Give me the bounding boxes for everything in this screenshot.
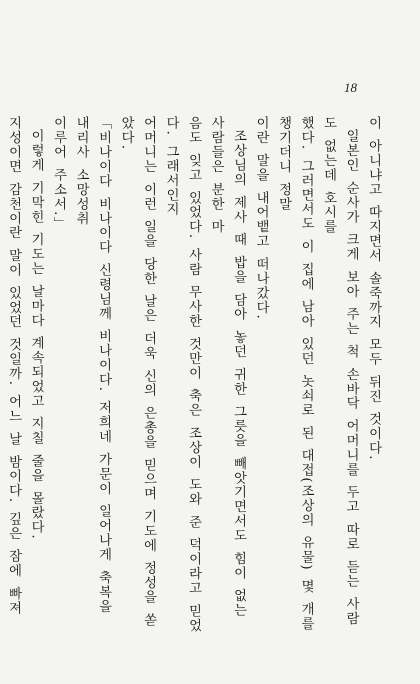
text-line: 조상님의 제사 때 밥을 담아 놓던 귀한 그릇을 빼앗기면서도 힘이 없는 사람들은 분한 마: [208, 116, 246, 618]
text-line: 지성이면 감천이란 말이 있었던 것일까. 어느 날 밤이다. 깊은 잠에 빠져: [6, 116, 21, 616]
text-line: 일본인 순사가 크게 보아 주는 척 손바닥 어머니를 두고 따로 듣는 사람도 없는데 호시를: [321, 116, 359, 627]
body-text: [6, 116, 384, 636]
page-number: 18: [344, 80, 357, 95]
text-line: 「비나이다 비나이다 신령님께 비나이다. 저희네 가문이 일어나게 축복을 내리사 소망성취: [73, 116, 111, 614]
text-line: 했다. 그러면서도 이 집에 남아 있던 놋쇠로 된 대접(조상의 유물) 몇 개를 챙기더니 정말: [276, 116, 314, 631]
text-line: 이 아니냐고 따지면서 솔죽까지 모두 뒤진 것이다.: [366, 116, 381, 461]
text-line: 이렇게 기막힌 기도는 날마다 계속되었고 지칠 줄을 몰랐다.: [28, 129, 44, 541]
text-line: 이루어 주소서.」: [51, 116, 66, 231]
text-line: 음도 잊고 있었다. 사람 무사한 것만이 축은 조상이 도와 준 덕이라고 믿었다. 그래서인지: [163, 116, 201, 633]
text-line: 어머니는 이런 일을 당한 날은 더욱 신의 은총을 믿으며 기도에 정성을 쏟았다.: [118, 116, 156, 628]
text-line: 이란 말을 내어뱉고 떠나갔다.: [253, 116, 269, 320]
